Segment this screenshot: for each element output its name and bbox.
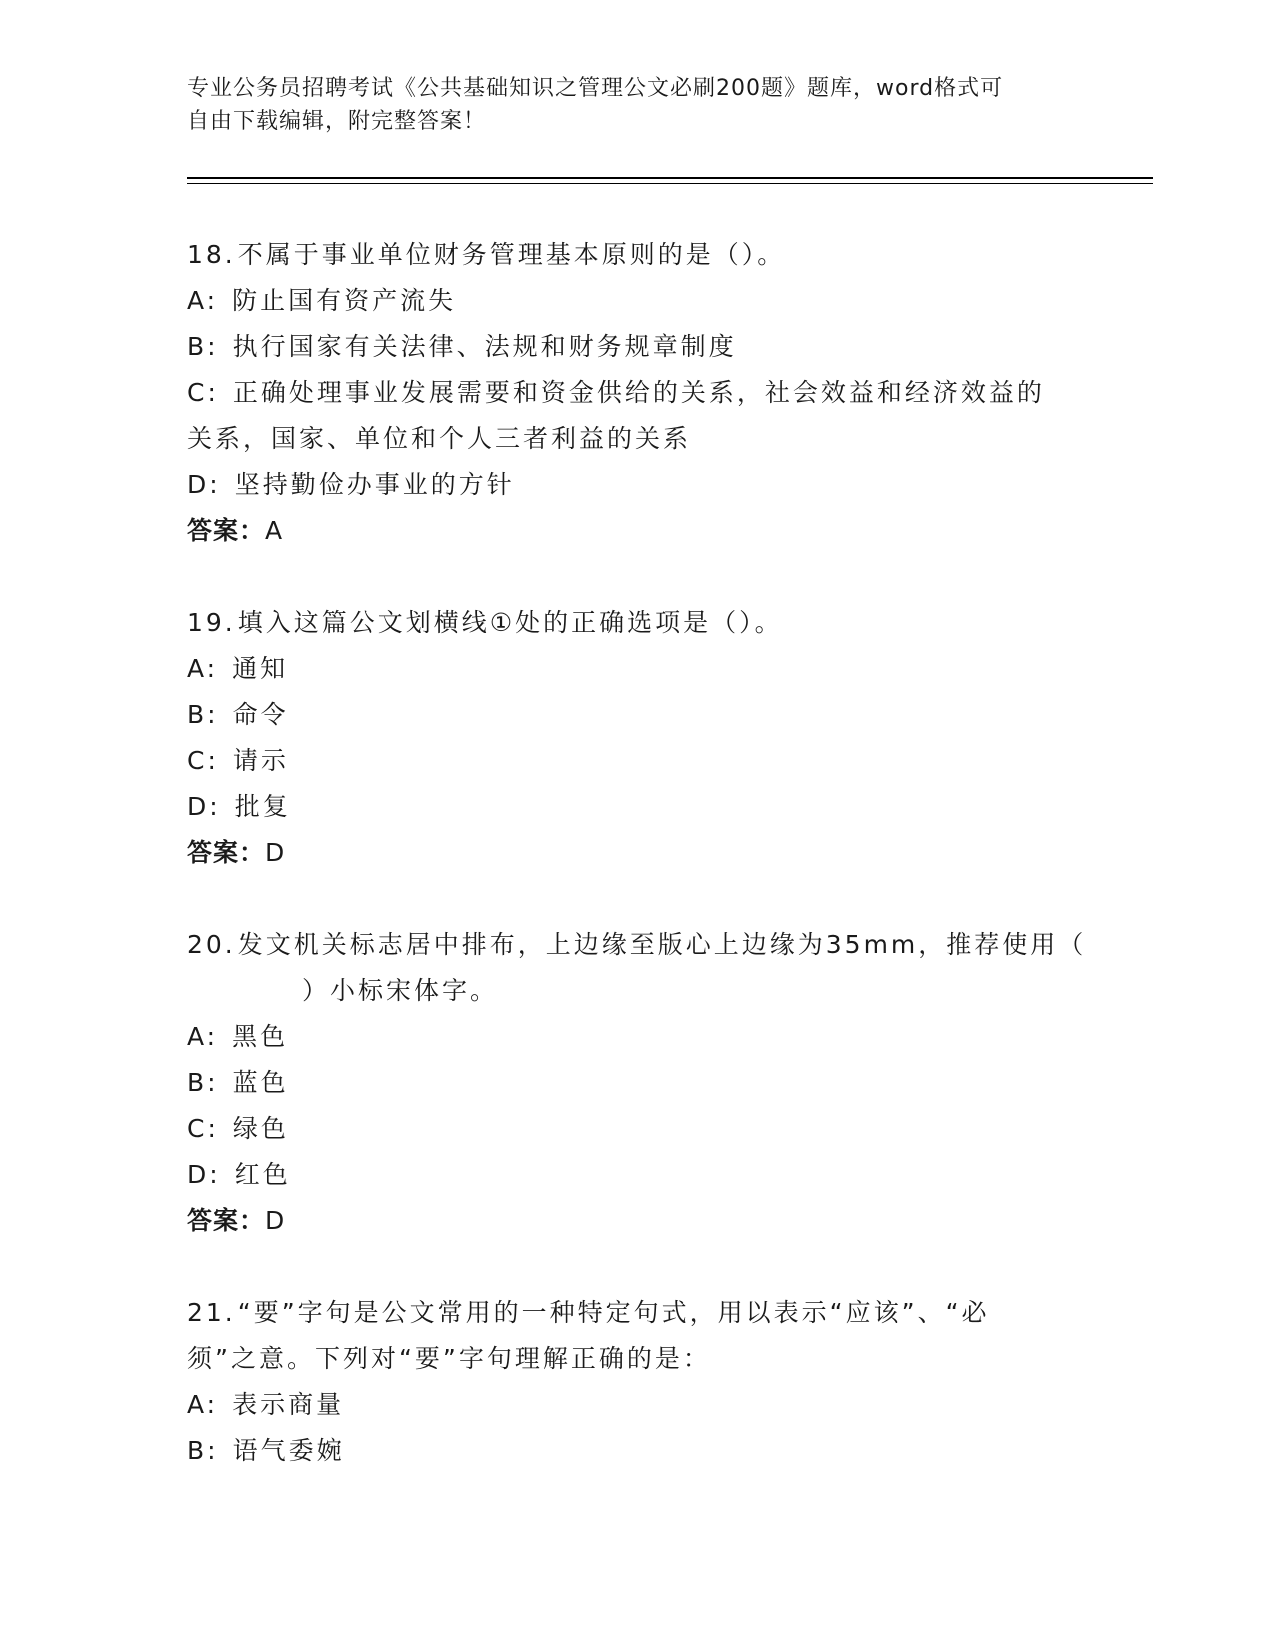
option-letter: A:: [187, 1390, 219, 1419]
header-line-2: 自由下载编辑，附完整答案！: [187, 109, 487, 134]
question-number: 18.: [187, 240, 236, 269]
option-text: 执行国家有关法律、法规和财务规章制度: [232, 332, 737, 361]
answer-value: A: [265, 516, 284, 545]
question-text-continuation: ）小标宋体字。: [302, 976, 499, 1005]
option-b: [187, 692, 1087, 738]
answer-line: [187, 508, 1087, 554]
option-letter: B:: [187, 332, 219, 361]
question-list: [187, 232, 1087, 1474]
option-text: 表示商量: [232, 1390, 345, 1419]
option-letter: A:: [187, 1022, 219, 1051]
option-letter: D:: [187, 1160, 221, 1189]
option-text: 蓝色: [232, 1068, 289, 1097]
option-letter: C:: [187, 1114, 219, 1143]
option-letter: A:: [187, 286, 219, 315]
option-letter: D:: [187, 792, 221, 821]
option-d: [187, 1152, 1087, 1198]
question-21: [187, 1290, 1087, 1474]
option-text: 防止国有资产流失: [232, 286, 457, 315]
question-stem: [187, 922, 1087, 968]
question-stem: [187, 232, 1087, 278]
option-text: 绿色: [232, 1114, 289, 1143]
option-text: 坚持勤俭办事业的方针: [234, 470, 515, 499]
question-stem-continuation: [187, 968, 1087, 1014]
option-letter: B:: [187, 1068, 219, 1097]
answer-value: D: [265, 838, 286, 867]
option-text: 批复: [234, 792, 291, 821]
answer-label: 答案：: [187, 516, 266, 545]
question-text: 发文机关标志居中排布，上边缘至版心上边缘为35mm，推荐使用（: [237, 930, 1087, 959]
option-letter: B:: [187, 1436, 219, 1465]
spacer: [187, 1244, 1087, 1290]
option-b: [187, 1060, 1087, 1106]
header-line-1: 专业公务员招聘考试《公共基础知识之管理公文必刷200题》题库，word格式可: [187, 76, 1004, 101]
answer-label: 答案：: [187, 1206, 266, 1235]
question-stem: [187, 1290, 1087, 1336]
answer-line: [187, 1198, 1087, 1244]
option-d: [187, 784, 1087, 830]
question-number: 19.: [187, 608, 236, 637]
option-c: [187, 370, 1087, 416]
option-text: 通知: [232, 654, 289, 683]
question-18: [187, 232, 1087, 554]
document-header: [187, 72, 1077, 138]
option-c: [187, 738, 1087, 784]
header-rule-thin: [187, 183, 1153, 184]
spacer: [187, 554, 1087, 600]
option-text: 请示: [232, 746, 289, 775]
option-a: [187, 278, 1087, 324]
question-number: 20.: [187, 930, 236, 959]
question-text: 不属于事业单位财务管理基本原则的是（）。: [237, 240, 786, 269]
question-20: [187, 922, 1087, 1244]
option-letter: B:: [187, 700, 219, 729]
header-rule-thick: [187, 177, 1153, 179]
option-b: [187, 324, 1087, 370]
question-text: 填入这篇公文划横线①处的正确选项是（）。: [237, 608, 783, 637]
option-text: 红色: [234, 1160, 291, 1189]
option-a: [187, 1382, 1087, 1428]
answer-line: [187, 830, 1087, 876]
question-19: [187, 600, 1087, 876]
spacer: [187, 876, 1087, 922]
answer-label: 答案：: [187, 838, 266, 867]
option-letter: C:: [187, 378, 219, 407]
option-text: 命令: [232, 700, 289, 729]
option-c-continuation: 关系，国家、单位和个人三者利益的关系: [187, 424, 692, 453]
option-d: [187, 462, 1087, 508]
option-a: [187, 646, 1087, 692]
question-stem-continuation: 须”之意。下列对“要”字句理解正确的是：: [187, 1344, 711, 1373]
question-text: “要”字句是公文常用的一种特定句式，用以表示“应该”、“必: [237, 1298, 990, 1327]
option-b: [187, 1428, 1087, 1474]
answer-value: D: [265, 1206, 286, 1235]
option-text: 语气委婉: [232, 1436, 345, 1465]
question-number: 21.: [187, 1298, 236, 1327]
option-text: 正确处理事业发展需要和资金供给的关系，社会效益和经济效益的: [232, 378, 1045, 407]
option-letter: D:: [187, 470, 221, 499]
option-a: [187, 1014, 1087, 1060]
option-letter: C:: [187, 746, 219, 775]
option-c: [187, 1106, 1087, 1152]
option-text: 黑色: [232, 1022, 289, 1051]
question-stem: [187, 600, 1087, 646]
option-letter: A:: [187, 654, 219, 683]
